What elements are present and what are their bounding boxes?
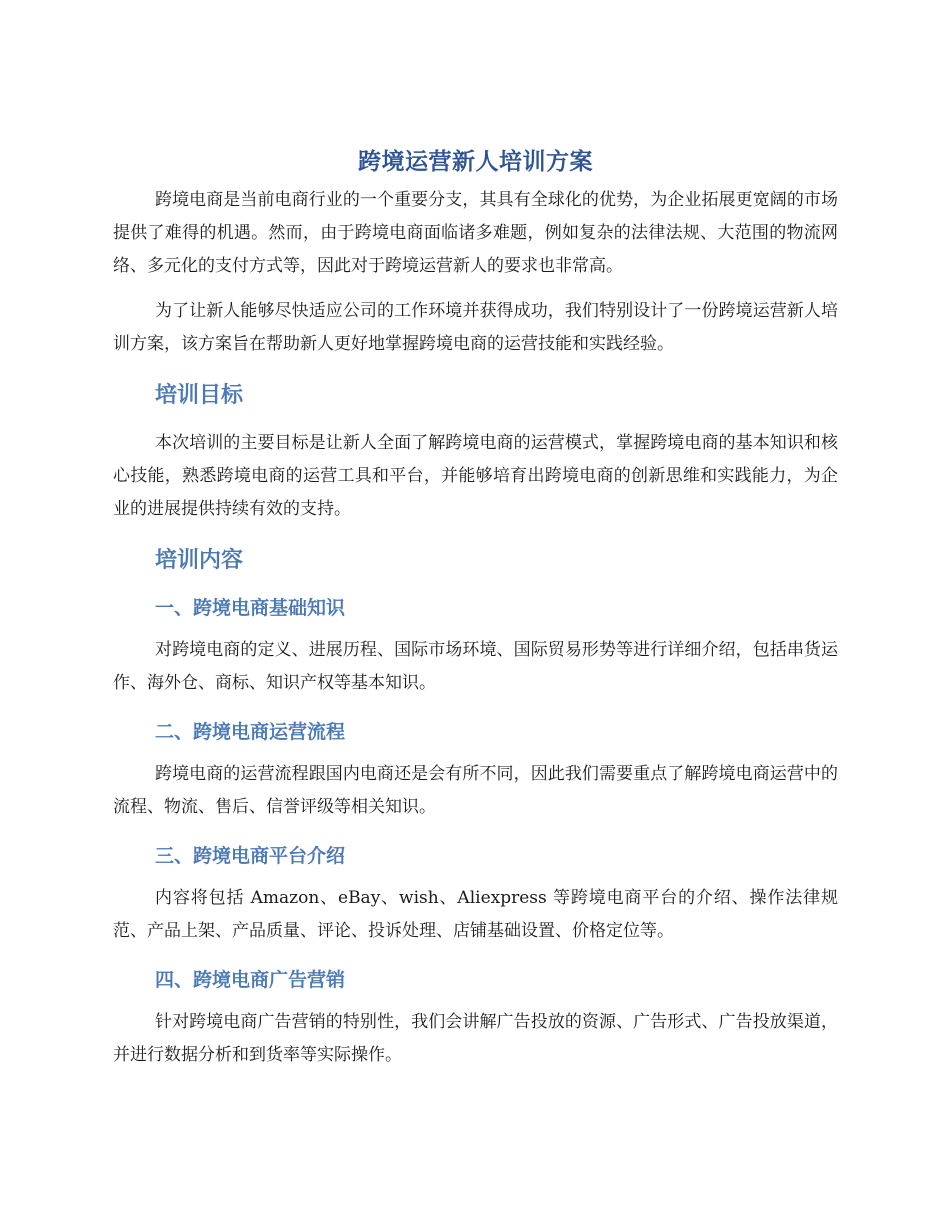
subsection-heading-basics: 一、跨境电商基础知识: [155, 597, 346, 619]
subsection-paragraph-process: 跨境电商的运营流程跟国内电商还是会有所不同，因此我们需要重点了解跨境电商运营中的流程、物流、售后、信誉评级等相关知识。: [113, 764, 838, 817]
intro-paragraph-1: 跨境电商是当前电商行业的一个重要分支，其具有全球化的优势，为企业拓展更宽阔的市场提供了难得的机遇。然而，由于跨境电商面临诸多难题，例如复杂的法律法规、大范围的物流网络、多元化的支付方式等，因此对于跨境运营新人的要求也非常高。: [113, 190, 838, 276]
subsection-heading-platforms: 三、跨境电商平台介绍: [155, 845, 346, 867]
section-heading-goal: 培训目标: [155, 383, 244, 408]
document-title: 跨境运营新人培训方案: [358, 149, 593, 175]
intro-paragraph-2: 为了让新人能够尽快适应公司的工作环境并获得成功，我们特别设计了一份跨境运营新人培训方案，该方案旨在帮助新人更好地掌握跨境电商的运营技能和实践经验。: [113, 301, 838, 354]
subsection-paragraph-marketing: 针对跨境电商广告营销的特别性，我们会讲解广告投放的资源、广告形式、广告投放渠道，并进行数据分析和到货率等实际操作。: [113, 1012, 838, 1065]
subsection-paragraph-basics: 对跨境电商的定义、进展历程、国际市场环境、国际贸易形势等进行详细介绍，包括串货运作、海外仓、商标、知识产权等基本知识。: [113, 640, 838, 693]
subsection-paragraph-platforms: 内容将包括 Amazon、eBay、wish、Aliexpress 等跨境电商平台的介绍、操作法律规范、产品上架、产品质量、评论、投诉处理、店铺基础设置、价格定位等。: [113, 888, 838, 941]
goal-paragraph: 本次培训的主要目标是让新人全面了解跨境电商的运营模式，掌握跨境电商的基本知识和核心技能，熟悉跨境电商的运营工具和平台，并能够培育出跨境电商的创新思维和实践能力，为企业的进展提供持续有效的支持。: [113, 433, 838, 519]
subsection-heading-process: 二、跨境电商运营流程: [155, 721, 346, 743]
section-heading-content: 培训内容: [155, 548, 244, 573]
subsection-heading-marketing: 四、跨境电商广告营销: [155, 969, 346, 991]
